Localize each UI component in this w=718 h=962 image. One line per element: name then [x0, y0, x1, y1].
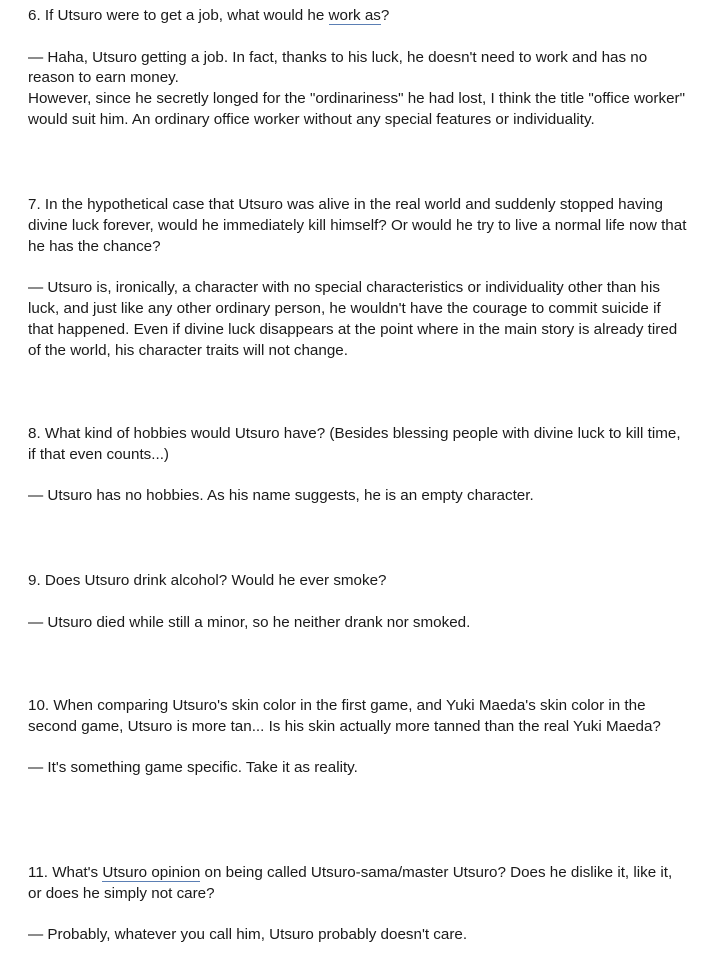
question-11-text: 11. What's: [28, 864, 103, 881]
answer-7-line-1: — Utsuro is, ironically, a character with no special characteristics or individuality other than his luck, and just like any other ordinary person, he wouldn't have the courage to commit suicide if that happened. Even if divine luck disappears at the point where in the main story is already tired of the world, his character traits will not change.: [28, 279, 678, 359]
question-9: 9. Does Utsuro drink alcohol? Would he ever smoke?: [28, 572, 387, 589]
answer-7: [28, 278, 688, 361]
answer-6-line-2: However, since he secretly longed for the "ordinariness" he had lost, I think the title "office worker" would suit him. An ordinary office worker without any special features or individuality.: [28, 90, 685, 128]
question-6-suffix: ?: [380, 7, 390, 24]
question-11-suffix: on being called Utsuro-sama/master Utsuro? Does he dislike it, like it, or does he simply not care?: [28, 864, 673, 902]
answer-11-line-1: — Probably, whatever you call him, Utsuro probably doesn't care.: [28, 926, 468, 944]
answer-8: [28, 486, 688, 507]
question-6: [28, 6, 688, 27]
qa-item-11: [28, 863, 688, 946]
link-utsuro-opinion[interactable]: Utsuro opinion: [102, 864, 201, 881]
qa-item-8: [28, 424, 688, 507]
qa-item-6: [28, 6, 688, 131]
qa-item-7: [28, 195, 688, 361]
question-10: 10. When comparing Utsuro's skin color in the first game, and Yuki Maeda's skin color in the second game, Utsuro is more tan... Is his skin actually more tanned than the real Yuki Maeda?: [28, 697, 661, 735]
answer-11: [28, 925, 688, 946]
answer-9-line-1: — Utsuro died while still a minor, so he neither drank nor smoked.: [28, 613, 471, 631]
question-7: 7. In the hypothetical case that Utsuro was alive in the real world and suddenly stopped having divine luck forever, would he immediately kill himself? Or would he try to live a normal life now that he has the chance?: [28, 196, 687, 255]
answer-9: [28, 613, 688, 634]
answer-6-line-1: — Haha, Utsuro getting a job. In fact, thanks to his luck, he doesn't need to work and has no reason to earn money.: [28, 48, 648, 87]
answer-10: [28, 758, 688, 779]
question-8: 8. What kind of hobbies would Utsuro have? (Besides blessing people with divine luck to kill time, if that even counts...): [28, 425, 681, 463]
question-11: [28, 863, 688, 905]
question-6-text: 6. If Utsuro were to get a job, what would he: [28, 7, 329, 24]
qa-item-9: [28, 571, 688, 633]
qa-item-10: [28, 696, 688, 779]
answer-6: [28, 48, 688, 131]
answer-8-line-1: — Utsuro has no hobbies. As his name suggests, he is an empty character.: [28, 487, 534, 505]
answer-10-line-1: — It's something game specific. Take it as reality.: [28, 759, 358, 777]
link-work-as[interactable]: work as: [328, 7, 381, 24]
